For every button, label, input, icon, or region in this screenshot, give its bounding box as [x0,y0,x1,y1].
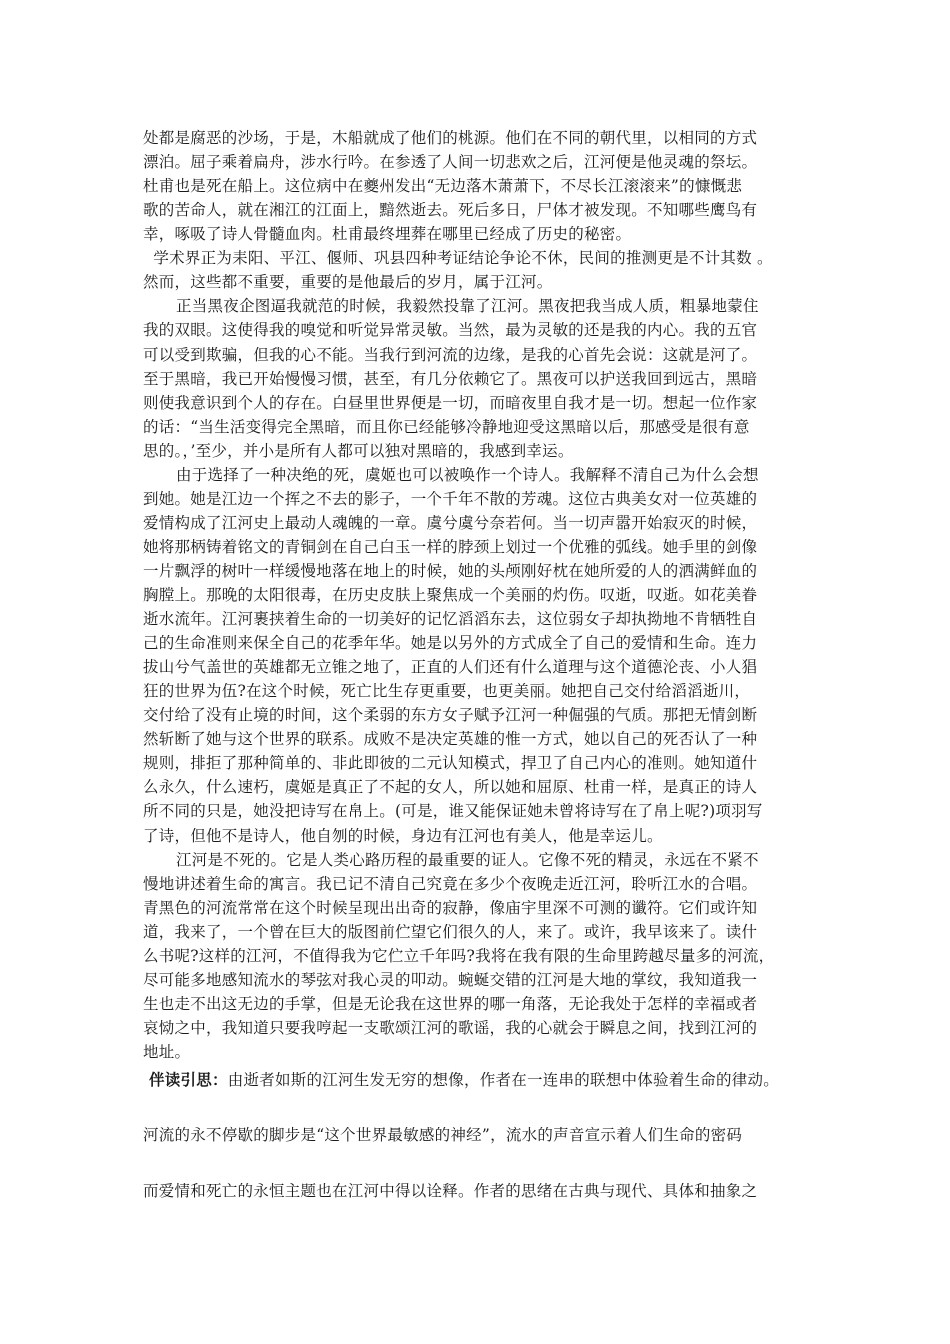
body-line-17: 爱情构成了江河史上最动人魂魄的一章。虞兮虞兮奈若何。当一切声嚣开始寂灭的时候， [143,513,758,532]
body-line-7: 然而，这些都不重要，重要的是他最后的岁月，属于江河。 [143,273,553,292]
guide-line-2: 河流的永不停歇的脚步是“这个世界最敏感的神经”，流水的声音宣示着人们生命的密码 [143,1126,743,1144]
body-line-21: 逝水流年。江河裹挟着生命的一切美好的记忆滔滔东去，这位弱女子却执拗地不肯牺牲自 [143,610,758,628]
body-line-32: 慢地讲述着生命的寓言。我已记不清自己究竟在多少个夜晚走近江河，聆听江水的合唱。 [143,874,758,893]
body-line-31: 江河是不死的。它是人类心路历程的最重要的证人。它像不死的精灵，永远在不紧不 [176,850,759,869]
body-line-11: 至于黑暗，我已开始慢慢习惯，甚至，有几分依赖它了。黑夜可以护送我回到远古，黑暗 [143,369,758,388]
body-line-12: 则使我意识到个人的存在。白昼里世界便是一切，而暗夜里自我才是一切。想起一位作家 [143,393,758,412]
body-line-33: 青黑色的河流常常在这个时候呈现出出奇的寂静，像庙宇里深不可测的谶符。它们或许知 [143,898,758,917]
body-line-10: 可以受到欺骗，但我的心不能。当我行到河流的边缘，是我的心首先会说：这就是河了。 [143,345,758,364]
guide-label: 伴读引思： [149,1070,228,1089]
guide-first-text: 由逝者如斯的江河生发无穷的想像，作者在一连串的联想中体验着生命的律动。 [227,1071,780,1089]
body-line-34: 道，我来了，一个曾在巨大的版图前伫望它们很久的人，来了。或许，我早该来了。读什 [143,922,758,941]
body-line-1: 处都是腐恶的沙场，于是，木船就成了他们的桃源。他们在不同的朝代里，以相同的方式 [143,129,758,147]
body-line-8: 正当黑夜企图逼我就范的时候，我毅然投靠了江河。黑夜把我当成人质，粗暴地蒙住 [176,297,759,316]
body-line-27: 规则，排拒了那种简单的、非此即彼的二元认知模式，捍卫了自己内心的准则。她知道什 [143,754,758,773]
body-line-24: 狂的世界为伍?在这个时候，死亡比生存更重要，也更美丽。她把自己交付给滔滔逝川， [143,682,751,701]
body-line-16: 到她。她是江边一个挥之不去的影子，一个千年不散的芳魂。这位古典美女对一位英雄的 [143,489,758,508]
body-line-26: 然斩断了她与这个世界的联系。成败不是决定英雄的惟一方式，她以自己的死否认了一种 [143,730,758,749]
body-line-35: 么书呢?这样的江河，不值得我为它伫立千年吗?我将在我有限的生命里跨越尽量多的河流， [143,946,775,965]
body-line-3: 杜甫也是死在船上。这位病中在夔州发出“无边落木萧萧下，不尽长江滚滚来”的慷慨悲 [143,177,743,196]
body-line-18: 她将那柄铸着铭文的青铜剑在自己白玉一样的脖颈上划过一个优雅的弧线。她手里的剑像 [143,537,758,556]
body-line-36: 尽可能多地感知流水的琴弦对我心灵的叩动。蜿蜒交错的江河是大地的掌纹，我知道我一 [143,970,758,989]
body-line-14: 思的。，’至少，并小是所有人都可以独对黑暗的，我感到幸运。 [143,441,574,460]
body-line-20: 胸膛上。那晚的太阳很毒，在历史皮肤上聚焦成一个美丽的灼伤。叹逝，叹逝。如花美眷 [143,586,758,604]
guide-line-1 [149,1068,779,1092]
guide-line-3: 而爱情和死亡的永恒主题也在江河中得以诠释。作者的思绪在古典与现代、具体和抽象之 [143,1182,758,1200]
body-line-2: 漂泊。屈子乘着扁舟，涉水行吟。在参透了人间一切悲欢之后，江河便是他灵魂的祭坛。 [143,153,758,172]
body-line-28: 么永久，什么速朽，虞姬是真正了不起的女人，所以她和屈原、杜甫一样，是真正的诗人 [143,778,758,797]
body-line-38: 哀恸之中，我知道只要我哼起一支歌颂江河的歌谣，我的心就会于瞬息之间，找到江河的 [143,1018,758,1037]
body-line-23: 拔山兮气盖世的英雄都无立锥之地了，正直的人们还有什么道理与这个道德沦丧、小人猖 [143,658,758,677]
body-line-15: 由于选择了一种决绝的死，虞姬也可以被唤作一个诗人。我解释不清自己为什么会想 [176,465,759,484]
body-line-4: 歌的苦命人，就在湘江的江面上，黯然逝去。死后多日，尸体才被发现。不知哪些鹰鸟有 [143,201,758,220]
body-line-13: 的话：“当生活变得完全黑暗，而且你已经能够冷静地迎受这黑暗以后，那感受是很有意 [143,417,750,436]
body-line-6: 学术界正为耒阳、平江、偃师、巩县四种考证结论争论不休，民间的推测更是不计其数 。 [143,249,773,268]
body-line-9: 我的双眼。这使得我的嗅觉和听觉异常灵敏。当然，最为灵敏的还是我的内心。我的五官 [143,321,758,340]
body-line-22: 己的生命准则来保全自己的花季年华。她是以另外的方式成全了自己的爱情和生命。连力 [143,634,758,652]
body-line-5: 幸，啄吸了诗人骨髓血肉。杜甫最终埋葬在哪里已经成了历史的秘密。 [143,225,632,244]
body-line-30: 了诗，但他不是诗人，他自刎的时候，身边有江河也有美人，他是幸运儿。 [143,826,663,845]
body-line-29: 所不同的只是，她没把诗写在帛上。(可是，谁又能保证她未曾将诗写在了帛上呢?)项羽写 [143,802,763,821]
body-line-37: 生也走不出这无边的手掌，但是无论我在这世界的哪一角落，无论我处于怎样的幸福或者 [143,994,758,1013]
body-line-39: 地址。 [143,1042,191,1061]
body-line-19: 一片飘浮的树叶一样缓慢地落在地上的时候，她的头颅刚好枕在她所爱的人的洒满鲜血的 [143,561,758,580]
body-line-25: 交付给了没有止境的时间，这个柔弱的东方女子赋予江河一种倔强的气质。那把无情剑断 [143,706,758,725]
